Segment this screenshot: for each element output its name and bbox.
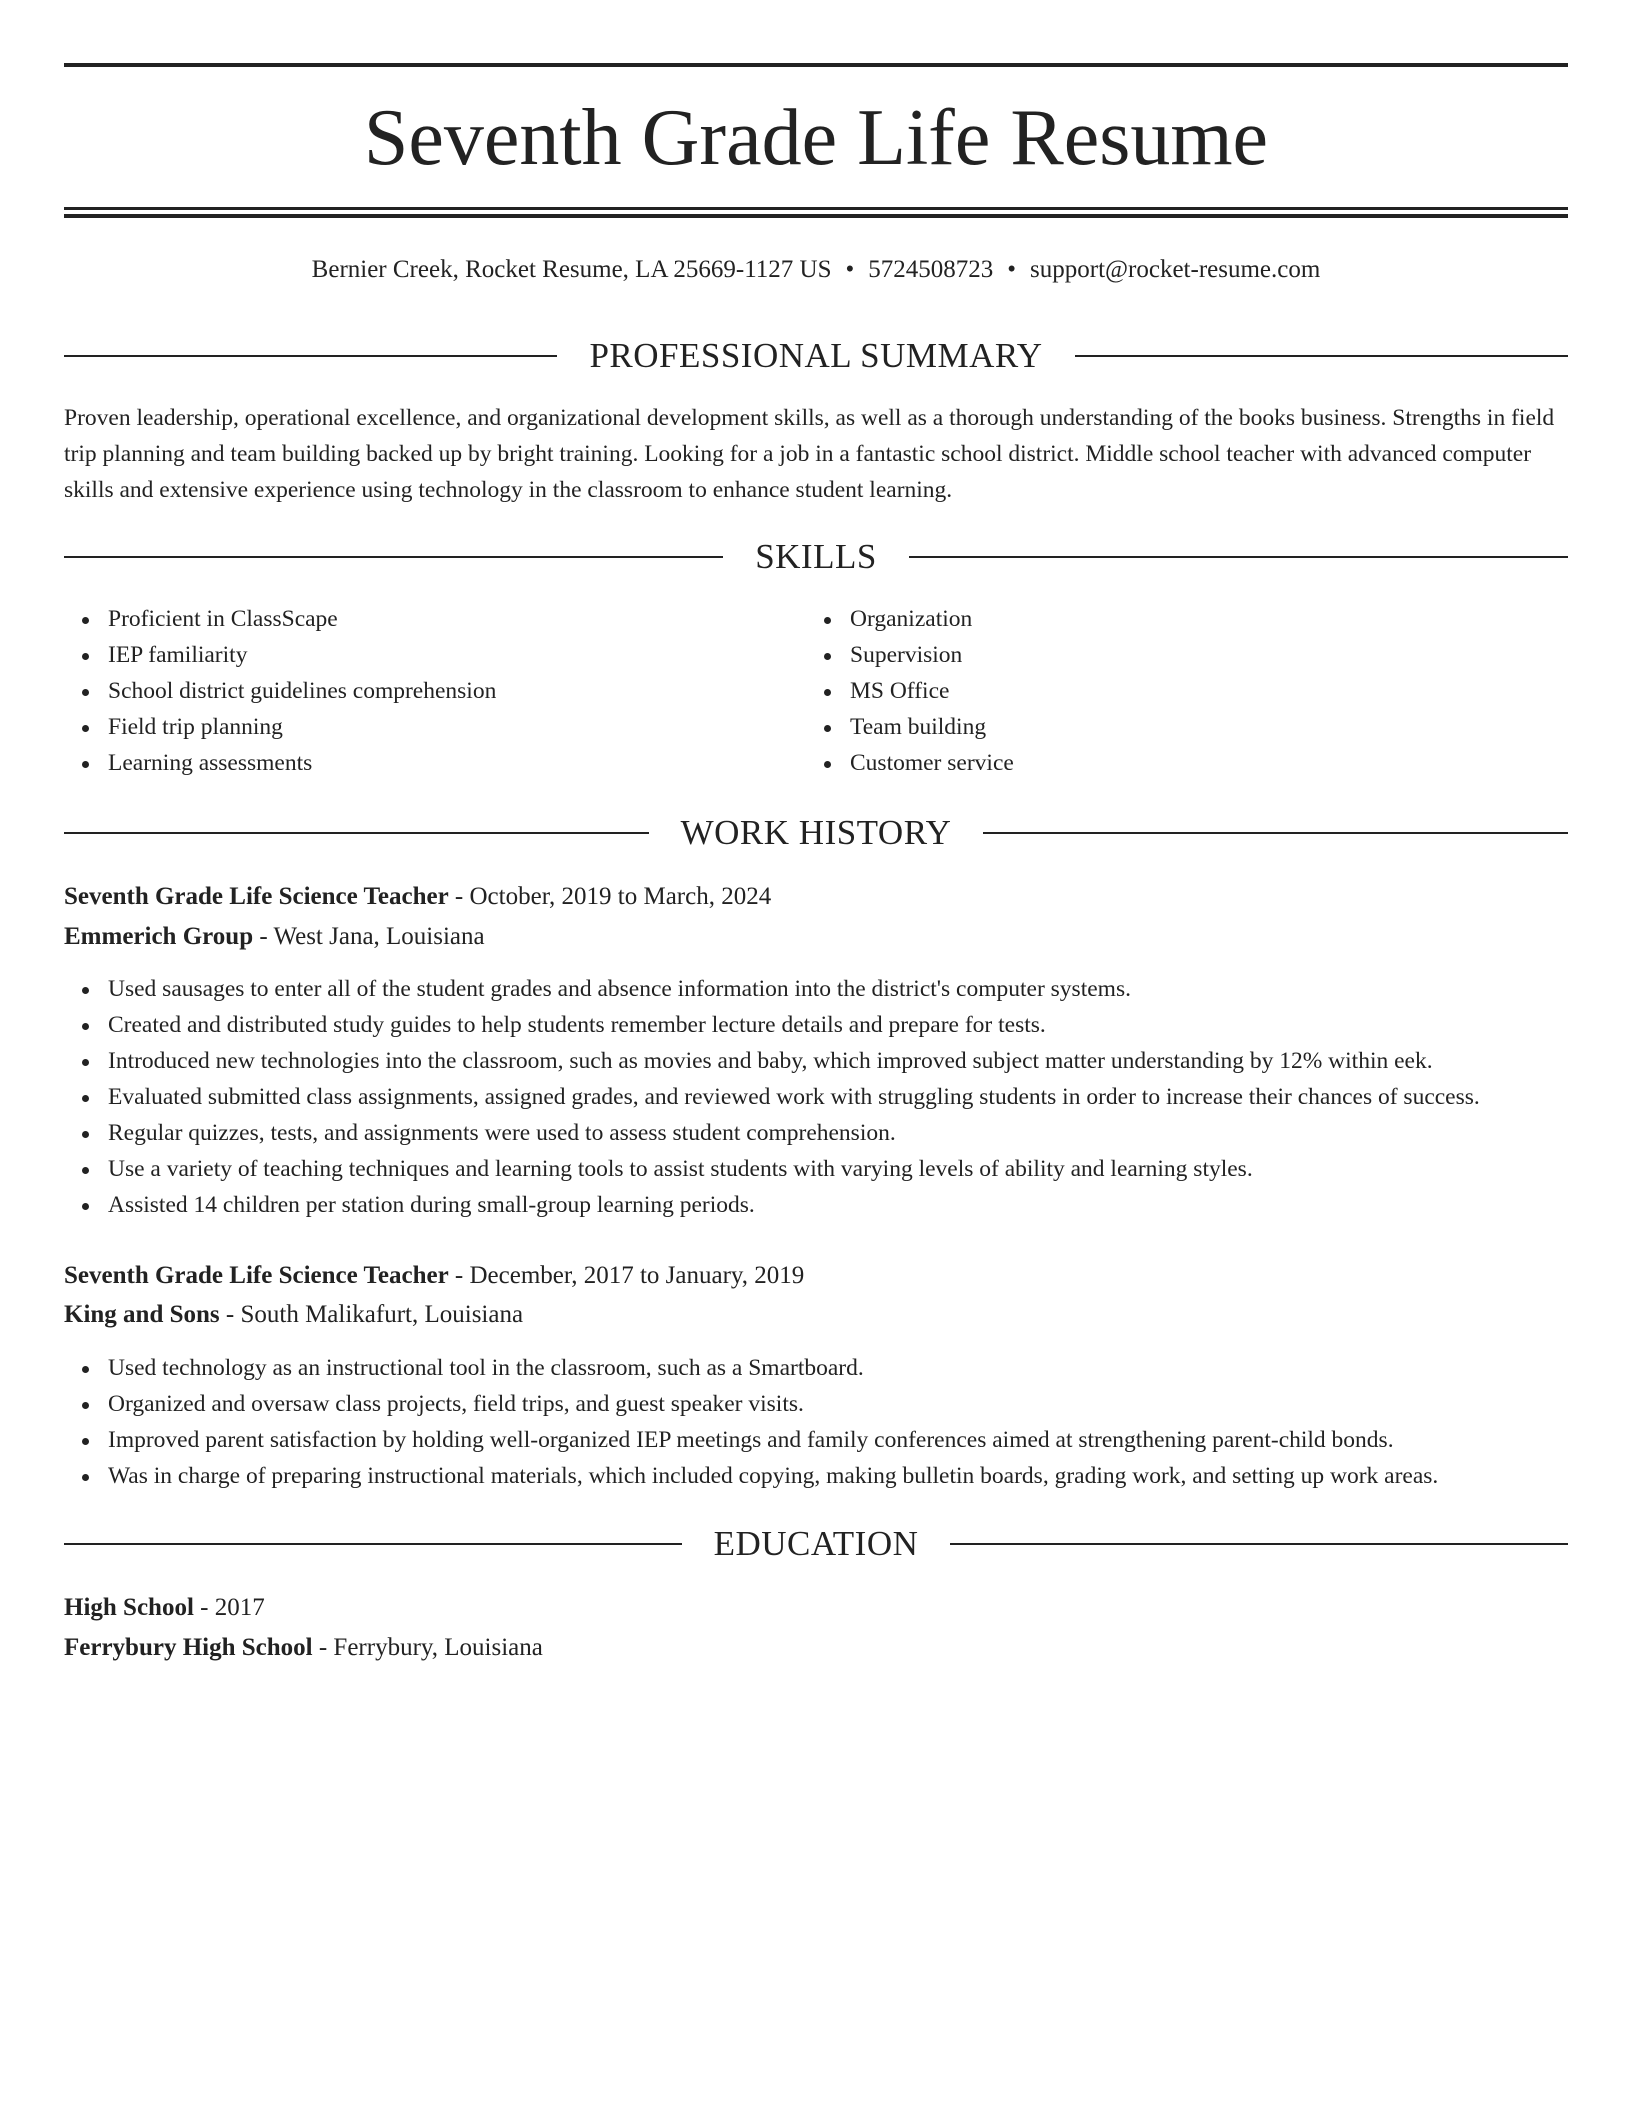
skill-item: IEP familiarity xyxy=(64,637,804,673)
work-heading: WORK HISTORY xyxy=(680,813,952,852)
job-duty-item: Regular quizzes, tests, and assignments were used to assess student comprehension. xyxy=(64,1115,1568,1151)
job-title-line xyxy=(64,878,771,916)
contact-line xyxy=(64,252,1568,288)
skills-section-header xyxy=(64,535,1568,579)
job-dates: - October, 2019 to March, 2024 xyxy=(448,883,772,910)
job-title: Seventh Grade Life Science Teacher xyxy=(64,883,449,910)
job-duty-item: Introduced new technologies into the classroom, such as movies and baby, which improved subject matter understanding by 12% within eek. xyxy=(64,1043,1568,1079)
job-employer: Emmerich Group xyxy=(64,923,254,950)
education-degree: High School xyxy=(64,1594,194,1621)
job-location: - West Jana, Louisiana xyxy=(253,923,485,950)
education-degree-line xyxy=(64,1589,265,1627)
skill-item: MS Office xyxy=(806,673,1546,709)
skill-item: Supervision xyxy=(806,637,1546,673)
contact-email: support@rocket-resume.com xyxy=(1030,256,1321,283)
skill-item: Organization xyxy=(806,601,1546,637)
job-duty-item: Created and distributed study guides to help students remember lecture details and prepare for tests. xyxy=(64,1007,1568,1043)
education-school: Ferrybury High School xyxy=(64,1634,313,1661)
contact-phone: 5724508723 xyxy=(868,256,994,283)
education-location: - Ferrybury, Louisiana xyxy=(312,1634,543,1661)
top-rule xyxy=(64,63,1568,67)
skills-heading: SKILLS xyxy=(755,537,877,576)
education-school-line xyxy=(64,1629,543,1667)
job-duty-item: Assisted 14 children per station during small-group learning periods. xyxy=(64,1187,1568,1223)
education-section-header xyxy=(64,1522,1568,1566)
job-employer: King and Sons xyxy=(64,1301,220,1328)
section-rule xyxy=(950,1543,1568,1545)
job-duty-item: Evaluated submitted class assignments, assigned grades, and reviewed work with struggling students in order to increase their chances of success. xyxy=(64,1079,1568,1115)
job-employer-line xyxy=(64,918,485,956)
job-title-line xyxy=(64,1257,804,1295)
skill-item: Customer service xyxy=(806,745,1546,781)
skill-item: School district guidelines comprehension xyxy=(64,673,804,709)
job-duty-item: Used technology as an instructional tool in the classroom, such as a Smartboard. xyxy=(64,1350,1568,1386)
section-rule xyxy=(64,355,557,357)
job-location: - South Malikafurt, Louisiana xyxy=(219,1301,524,1328)
section-rule xyxy=(64,832,649,834)
work-section-header xyxy=(64,811,1568,855)
section-rule xyxy=(64,1543,682,1545)
contact-address: Bernier Creek, Rocket Resume, LA 25669-1127 US xyxy=(311,256,832,283)
job-duty-item: Organized and oversaw class projects, field trips, and guest speaker visits. xyxy=(64,1386,1568,1422)
summary-text: Proven leadership, operational excellence, and organizational development skills, as well as a thorough understanding of the books business. Strengths in field trip planning and team building backed up by bright training. Looking for a job in a fantastic school district. Middle school teacher with advanced computer skills and extensive experience using technology in the classroom to enhance student learning. xyxy=(64,405,1555,503)
job-duty-item: Used sausages to enter all of the student grades and absence information into the district's computer systems. xyxy=(64,971,1568,1007)
summary-section-header xyxy=(64,334,1568,378)
skill-item: Proficient in ClassScape xyxy=(64,601,804,637)
section-rule xyxy=(64,556,723,558)
skill-item: Learning assessments xyxy=(64,745,804,781)
section-rule xyxy=(909,556,1568,558)
contact-separator: • xyxy=(1007,256,1017,283)
section-rule xyxy=(983,832,1568,834)
education-year: - 2017 xyxy=(193,1594,265,1621)
job-duty-item: Was in charge of preparing instructional materials, which included copying, making bulletin boards, grading work, and setting up work areas. xyxy=(64,1458,1568,1494)
job-dates: - December, 2017 to January, 2019 xyxy=(448,1262,805,1289)
education-heading: EDUCATION xyxy=(713,1524,919,1563)
job-title: Seventh Grade Life Science Teacher xyxy=(64,1262,449,1289)
skill-item: Team building xyxy=(806,709,1546,745)
resume-title: Seventh Grade Life Resume xyxy=(363,94,1269,182)
title-double-rule xyxy=(64,207,1568,218)
job-duties-list xyxy=(64,971,1568,1223)
job-duty-item: Use a variety of teaching techniques and learning tools to assist students with varying levels of ability and learning styles. xyxy=(64,1151,1568,1187)
job-employer-line xyxy=(64,1296,523,1334)
skill-item: Field trip planning xyxy=(64,709,804,745)
job-duty-item: Improved parent satisfaction by holding well-organized IEP meetings and family conferences aimed at strengthening parent-child bonds. xyxy=(64,1422,1568,1458)
job-duties-list xyxy=(64,1350,1568,1494)
skills-right-column xyxy=(806,601,1546,781)
skills-left-column xyxy=(64,601,804,781)
contact-separator: • xyxy=(845,256,855,283)
summary-heading: PROFESSIONAL SUMMARY xyxy=(589,336,1043,375)
section-rule xyxy=(1075,355,1568,357)
